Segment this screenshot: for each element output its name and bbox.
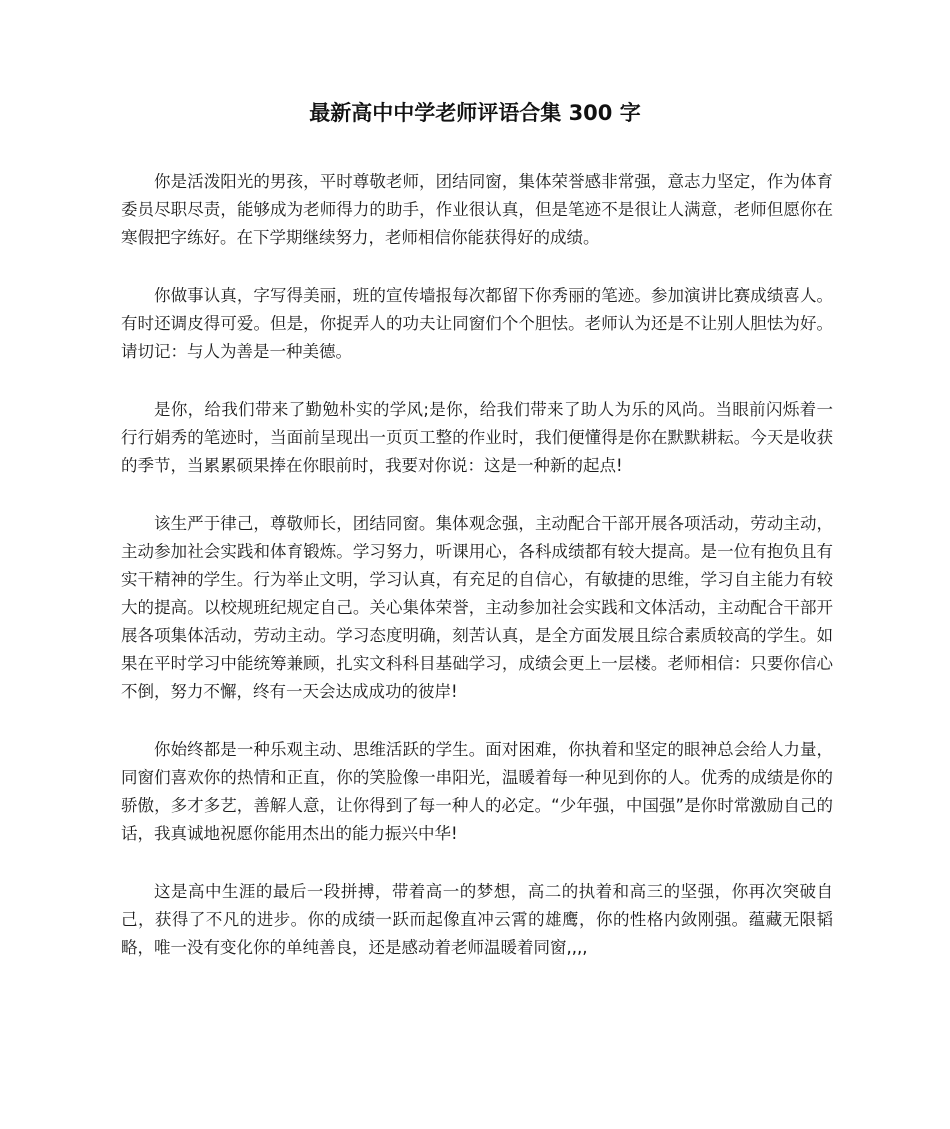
document-body <box>121 168 833 992</box>
paragraph-1: 你是活泼阳光的男孩，平时尊敬老师，团结同窗，集体荣誉感非常强，意志力坚定，作为体育委员尽职尽责，能够成为老师得力的助手，作业很认真，但是笔迹不是很让人满意，老师但愿你在寒假把字练好。在下学期继续努力，老师相信你能获得好的成绩。 <box>121 172 833 247</box>
paragraph-5: 你始终都是一种乐观主动、思维活跃的学生。面对困难，你执着和坚定的眼神总会给人力量，同窗们喜欢你的热情和正直，你的笑脸像一串阳光，温暖着每一种见到你的人。优秀的成绩是你的骄傲，多才多艺，善解人意，让你得到了每一种人的必定。“少年强，中国强”是你时常激励自己的话，我真诚地祝愿你能用杰出的能力振兴中华! <box>121 740 833 843</box>
paragraph-6: 这是高中生涯的最后一段拼搏，带着高一的梦想，高二的执着和高三的坚强，你再次突破自己，获得了不凡的进步。你的成绩一跃而起像直冲云霄的雄鹰，你的性格内敛刚强。蕴藏无限韬略，唯一没有变化你的单纯善良，还是感动着老师温暖着同窗,,,, <box>121 882 833 957</box>
paragraph-3: 是你，给我们带来了勤勉朴实的学风;是你，给我们带来了助人为乐的风尚。当眼前闪烁着一行行娟秀的笔迹时，当面前呈现出一页页工整的作业时，我们便懂得是你在默默耕耘。今天是收获的季节，当累累硕果捧在你眼前时，我要对你说：这是一种新的起点! <box>121 400 833 475</box>
paragraph-4: 该生严于律己，尊敬师长，团结同窗。集体观念强，主动配合干部开展各项活动，劳动主动，主动参加社会实践和体育锻炼。学习努力，听课用心，各科成绩都有较大提高。是一位有抱负且有实干精神的学生。行为举止文明，学习认真，有充足的自信心，有敏捷的思维，学习自主能力有较大的提高。以校规班纪规定自己。关心集体荣誉，主动参加社会实践和文体活动，主动配合干部开展各项集体活动，劳动主动。学习态度明确，刻苦认真，是全方面发展且综合素质较高的学生。如果在平时学习中能统筹兼顾，扎实文科科目基础学习，成绩会更上一层楼。老师相信：只要你信心不倒，努力不懈，终有一天会达成成功的彼岸! <box>121 514 833 701</box>
paragraph-2: 你做事认真，字写得美丽，班的宣传墙报每次都留下你秀丽的笔迹。参加演讲比赛成绩喜人。有时还调皮得可爱。但是，你捉弄人的功夫让同窗们个个胆怯。老师认为还是不让别人胆怯为好。请切记：与人为善是一种美德。 <box>121 286 833 361</box>
document-title: 最新高中中学老师评语合集 300 字 <box>309 101 641 125</box>
